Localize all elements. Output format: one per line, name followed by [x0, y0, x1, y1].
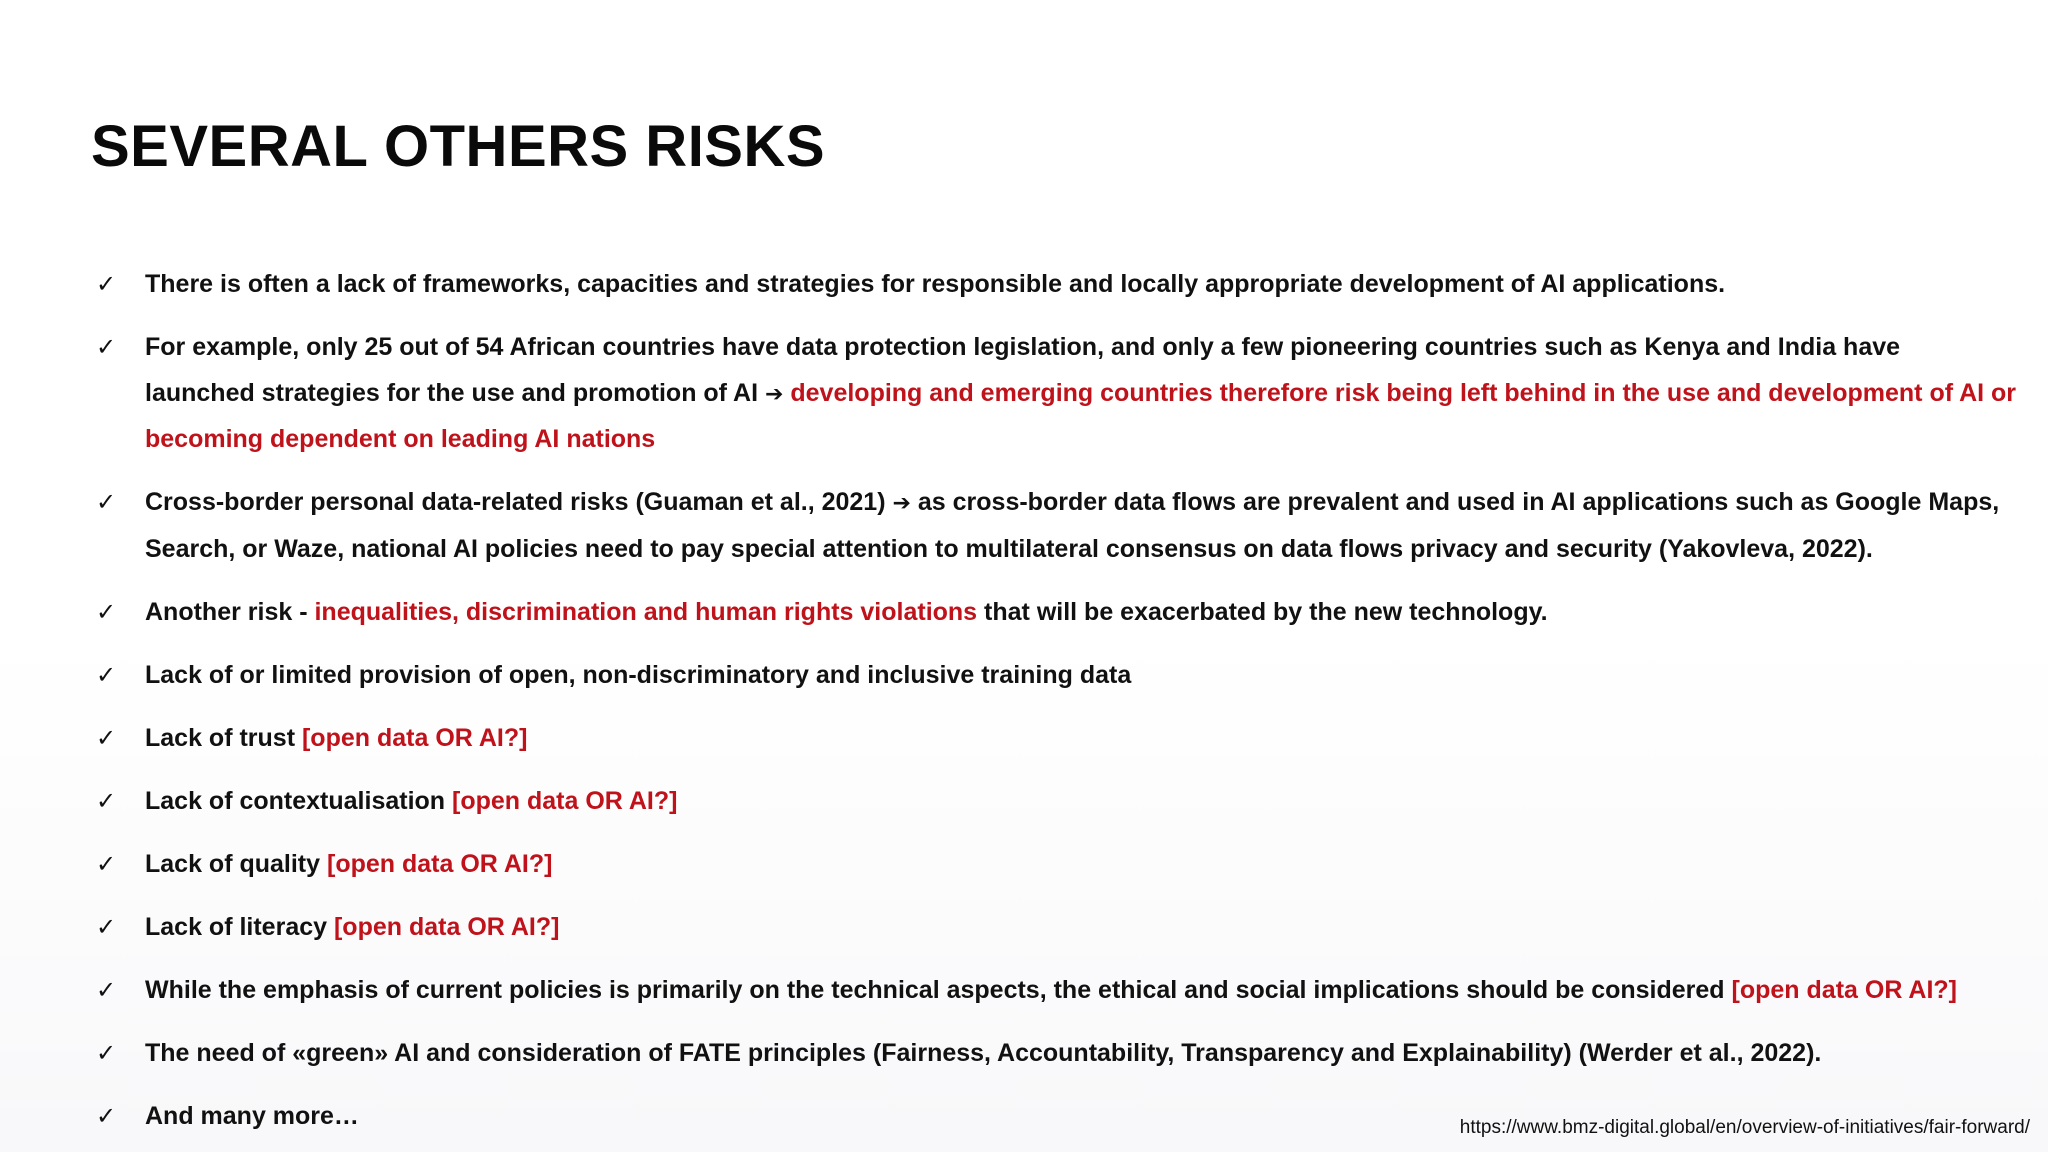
bullet-text: Lack of contextualisation [145, 786, 446, 815]
bullet-text-end: that will be exacerbated by the new technology. [984, 597, 1548, 626]
bullet-text-continued: as cross-border data flows are prevalent and used in AI applications such as Google Maps, Search, or Waze, national AI policies need to pay special attention to multilateral consensus on data flows privacy and security (Yakovleva, 2022). [145, 488, 2000, 563]
bullet-item [96, 716, 2016, 762]
bullet-text: Lack of or limited provision of open, non-discriminatory and inclusive training data [145, 660, 1132, 689]
bullet-item [96, 325, 2016, 463]
bullet-item [96, 262, 2016, 308]
bullet-text: For example, only 25 out of 54 African countries have data protection legislation, and only a few pioneering countries such as Kenya and India have launched strategies for the use and promotion of AI [145, 333, 1901, 407]
check-icon: ✓ [96, 724, 117, 752]
bullet-text: Lack of quality [145, 849, 321, 878]
bullet-item [96, 653, 2016, 699]
check-icon: ✓ [96, 913, 117, 941]
arrow-right-icon: ➔ [892, 491, 911, 516]
bullet-item [96, 905, 2016, 951]
bullet-highlight: [open data OR AI?] [1731, 975, 1957, 1004]
slide-title: SEVERAL OTHERS RISKS [91, 114, 826, 179]
bullet-item [96, 480, 2016, 572]
bullet-text: And many more… [145, 1101, 359, 1130]
bullet-item [96, 590, 2016, 636]
bullet-highlight: [open data OR AI?] [301, 723, 528, 752]
check-icon: ✓ [96, 489, 117, 516]
check-icon: ✓ [96, 976, 117, 1004]
bullet-highlight: [open data OR AI?] [452, 786, 678, 815]
check-icon: ✓ [96, 598, 117, 626]
bullet-text: There is often a lack of frameworks, capacities and strategies for responsible and locally appropriate development of AI applications. [145, 270, 1726, 298]
check-icon: ✓ [96, 1102, 117, 1130]
bullet-text: Lack of trust [145, 723, 296, 752]
bullet-highlight: developing and emerging countries therefore risk being left behind in the use and development of AI or becoming dependent on leading AI nations [145, 378, 2017, 453]
bullet-item [96, 779, 2016, 825]
bullet-text: Another risk - [145, 597, 308, 626]
check-icon: ✓ [96, 850, 117, 878]
bullet-highlight: [open data OR AI?] [327, 849, 553, 878]
bullet-text: While the emphasis of current policies is primarily on the technical aspects, the ethical and social implications should be considered [145, 975, 1725, 1004]
check-icon: ✓ [96, 271, 117, 298]
arrow-right-icon: ➔ [764, 381, 784, 407]
bullet-item [96, 968, 2016, 1014]
bullet-highlight: inequalities, discrimination and human rights violations [314, 597, 978, 626]
bullet-text: The need of «green» AI and consideration of FATE principles (Fairness, Accountability, Transparency and Explainability) (Werder et al., 2022). [145, 1038, 1822, 1067]
check-icon: ✓ [96, 787, 117, 815]
bullet-text: Lack of literacy [145, 912, 328, 941]
source-url: https://www.bmz-digital.global/en/overview-of-initiatives/fair-forward/ [1459, 1117, 2030, 1138]
check-icon: ✓ [96, 661, 117, 689]
bullet-list [96, 262, 2016, 1152]
bullet-item [96, 1031, 2016, 1077]
bullet-item [96, 842, 2016, 888]
check-icon: ✓ [96, 334, 117, 361]
bullet-text: Cross-border personal data-related risks (Guaman et al., 2021) [145, 488, 886, 516]
bullet-highlight: [open data OR AI?] [333, 912, 560, 941]
check-icon: ✓ [96, 1039, 117, 1067]
